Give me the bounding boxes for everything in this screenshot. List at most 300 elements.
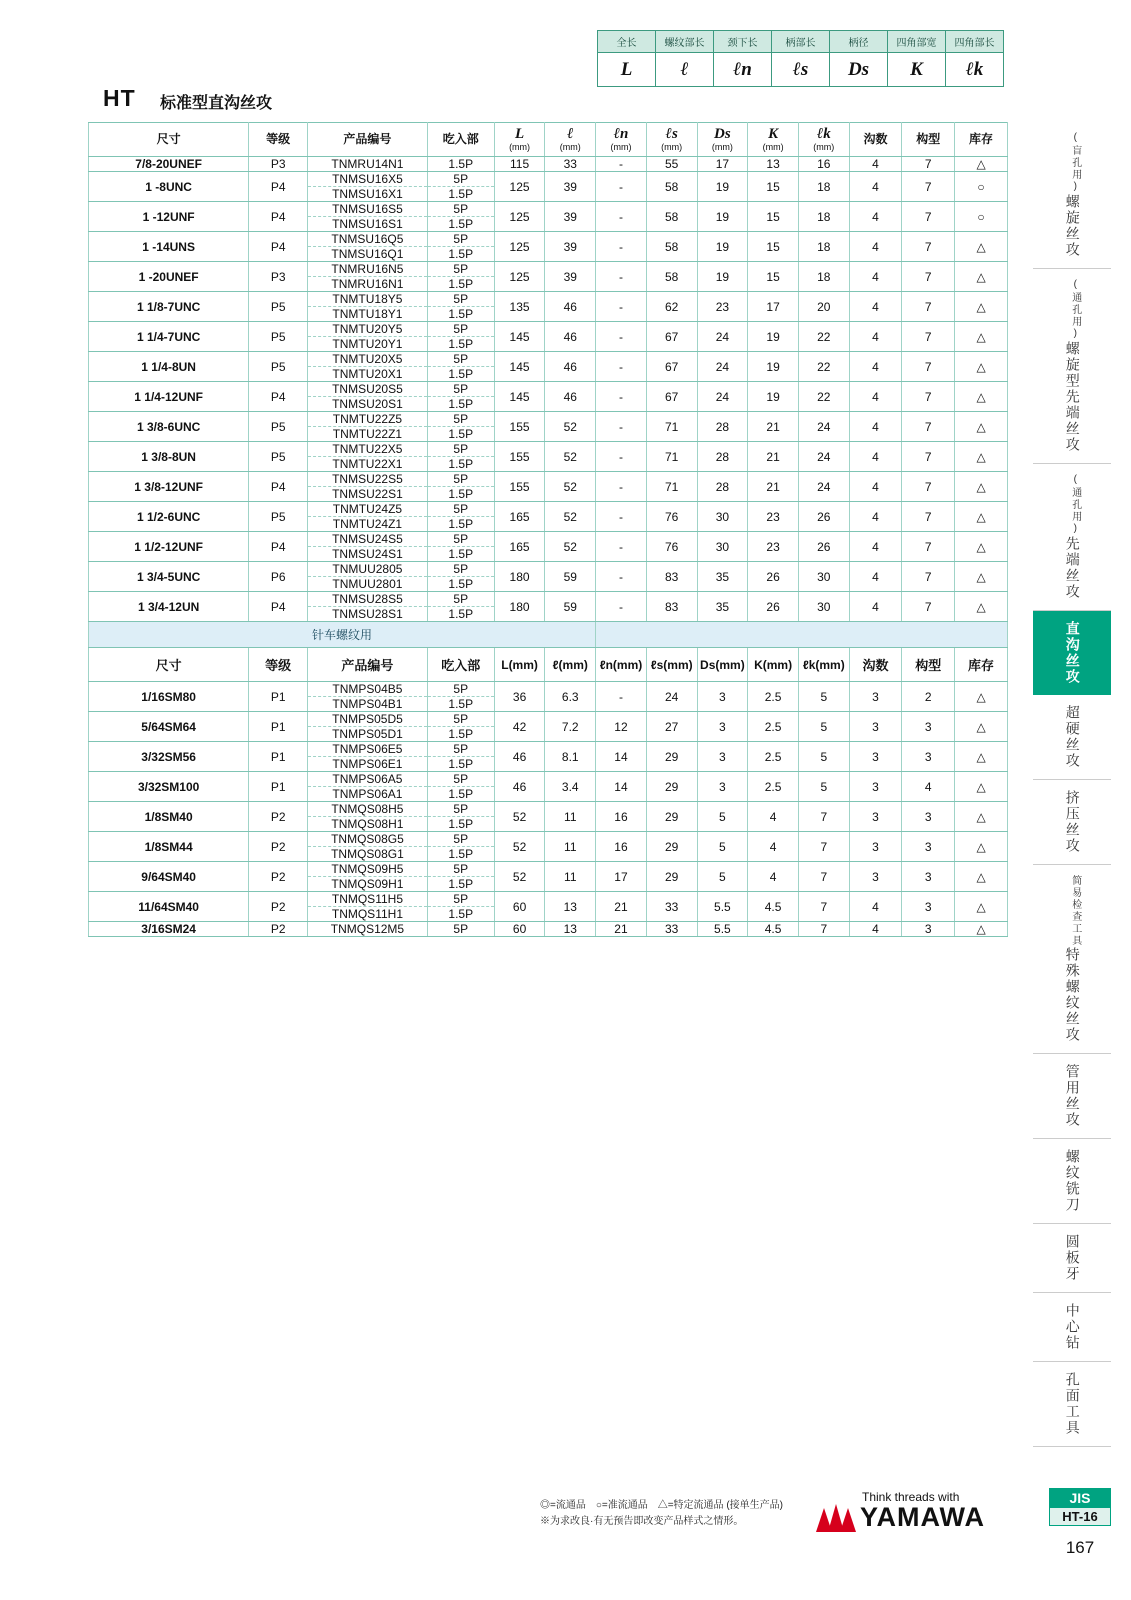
cell-grade: P2	[249, 892, 308, 922]
cell-type: 7	[902, 592, 955, 622]
cell-lk: 7	[798, 922, 849, 937]
cell-grade: P4	[249, 232, 308, 262]
cell-grooves: 4	[849, 172, 902, 202]
table-row	[89, 712, 1008, 727]
cell-Ds: 3	[697, 712, 748, 742]
page-title: 标准型直沟丝攻	[160, 95, 273, 112]
cell-product-code: TNMRU16N5	[308, 262, 428, 277]
cell-ls: 33	[646, 922, 697, 937]
cell-lk: 7	[798, 862, 849, 892]
cell-ln: -	[596, 592, 647, 622]
cell-grade: P3	[249, 262, 308, 292]
cell-product-code: TNMTU20Y5	[308, 322, 428, 337]
cell-K: 2.5	[748, 712, 799, 742]
cell-product-code: TNMQS08H5	[308, 802, 428, 817]
cell-grooves: 4	[849, 922, 902, 937]
cell-product-code: TNMSU16X1	[308, 187, 428, 202]
cell-chew: 1.5P	[427, 697, 494, 712]
cell-K: 23	[748, 502, 799, 532]
cell-ls: 67	[646, 352, 697, 382]
cell-L: 46	[494, 742, 545, 772]
cell-chew: 1.5P	[427, 427, 494, 442]
cell-K: 21	[748, 472, 799, 502]
cell-size: 3/16SM24	[89, 922, 249, 937]
cell-size: 7/8-20UNEF	[89, 157, 249, 172]
cell-K: 21	[748, 442, 799, 472]
cell-chew: 1.5P	[427, 247, 494, 262]
cell-L: 165	[494, 502, 545, 532]
cell-ls: 76	[646, 502, 697, 532]
cell-chew: 1.5P	[427, 607, 494, 622]
cell-ln: 16	[596, 832, 647, 862]
cell-Ds: 3	[697, 682, 748, 712]
cell-chew: 5P	[427, 562, 494, 577]
cell-chew: 1.5P	[427, 277, 494, 292]
cell-size: 3/32SM56	[89, 742, 249, 772]
cell-l: 13	[545, 922, 596, 937]
cell-ln: -	[596, 352, 647, 382]
cell-K: 2.5	[748, 742, 799, 772]
cell-stock: △	[955, 922, 1008, 937]
cell-chew: 5P	[427, 922, 494, 937]
cell-product-code: TNMPS05D1	[308, 727, 428, 742]
sidebar-tab-2[interactable]	[1033, 464, 1111, 611]
cell-l: 39	[545, 172, 596, 202]
tagline: Think threads with	[862, 1490, 960, 1504]
table-row	[89, 922, 1008, 937]
cell-grooves: 4	[849, 292, 902, 322]
th-type: 构型	[902, 123, 955, 157]
sidebar-tab-7[interactable]	[1033, 1054, 1111, 1139]
cell-size: 1 1/2-6UNC	[89, 502, 249, 532]
cell-l: 46	[545, 322, 596, 352]
cell-Ds: 19	[697, 202, 748, 232]
cell-K: 4	[748, 802, 799, 832]
cell-ln: 21	[596, 892, 647, 922]
sidebar-tab-sublabel: (通孔用)	[1069, 279, 1081, 341]
jis-code: HT-16	[1049, 1508, 1111, 1526]
cell-grooves: 4	[849, 442, 902, 472]
cell-l: 39	[545, 262, 596, 292]
cell-L: 145	[494, 382, 545, 412]
cell-K: 15	[748, 232, 799, 262]
cell-l: 46	[545, 382, 596, 412]
cell-stock: △	[955, 892, 1008, 922]
sidebar-tab-5[interactable]	[1033, 780, 1111, 865]
cell-chew: 1.5P	[427, 517, 494, 532]
cell-chew: 1.5P	[427, 577, 494, 592]
cell-ln: -	[596, 502, 647, 532]
th2-code: 产品编号	[308, 648, 428, 682]
cell-chew: 1.5P	[427, 397, 494, 412]
cell-stock: △	[955, 157, 1008, 172]
cell-grooves: 4	[849, 592, 902, 622]
cell-size: 1 -14UNS	[89, 232, 249, 262]
legend-header-2: 颈下长	[714, 31, 772, 53]
cell-grade: P6	[249, 562, 308, 592]
cell-Ds: 19	[697, 262, 748, 292]
product-code-title: HT	[103, 85, 136, 111]
legend-header-0: 全长	[598, 31, 656, 53]
cell-size: 1 1/2-12UNF	[89, 532, 249, 562]
table-row	[89, 232, 1008, 247]
cell-grooves: 3	[849, 742, 902, 772]
cell-L: 180	[494, 592, 545, 622]
cell-K: 17	[748, 292, 799, 322]
sidebar-tab-label: 管用丝攻	[1064, 1064, 1081, 1128]
cell-grooves: 4	[849, 202, 902, 232]
cell-grooves: 4	[849, 352, 902, 382]
cell-grooves: 4	[849, 157, 902, 172]
cell-K: 13	[748, 157, 799, 172]
cell-ls: 71	[646, 442, 697, 472]
jis-label: JIS	[1049, 1488, 1111, 1508]
cell-product-code: TNMSU24S5	[308, 532, 428, 547]
cell-K: 19	[748, 352, 799, 382]
cell-size: 1 1/4-12UNF	[89, 382, 249, 412]
cell-type: 7	[902, 352, 955, 382]
cell-ls: 58	[646, 172, 697, 202]
cell-L: 155	[494, 472, 545, 502]
cell-product-code: TNMTU18Y5	[308, 292, 428, 307]
cell-K: 19	[748, 322, 799, 352]
cell-ls: 27	[646, 712, 697, 742]
cell-grooves: 4	[849, 382, 902, 412]
cell-stock: △	[955, 262, 1008, 292]
cell-l: 59	[545, 592, 596, 622]
th2-lk: ℓk(mm)	[798, 648, 849, 682]
table-row	[89, 772, 1008, 787]
cell-product-code: TNMTU22X5	[308, 442, 428, 457]
cell-chew: 1.5P	[427, 907, 494, 922]
cell-grooves: 3	[849, 772, 902, 802]
cell-ls: 33	[646, 892, 697, 922]
cell-ln: -	[596, 412, 647, 442]
cell-L: 60	[494, 892, 545, 922]
cell-size: 1/8SM40	[89, 802, 249, 832]
cell-size: 1 1/4-7UNC	[89, 322, 249, 352]
table-row	[89, 892, 1008, 907]
cell-size: 1 -8UNC	[89, 172, 249, 202]
th-lk: ℓk (mm)	[798, 123, 849, 157]
cell-Ds: 24	[697, 322, 748, 352]
cell-lk: 22	[798, 382, 849, 412]
cell-lk: 7	[798, 832, 849, 862]
cell-grooves: 4	[849, 502, 902, 532]
cell-ls: 58	[646, 202, 697, 232]
cell-Ds: 5.5	[697, 922, 748, 937]
sidebar-tab-8[interactable]	[1033, 1139, 1111, 1224]
cell-stock: △	[955, 592, 1008, 622]
cell-stock: △	[955, 772, 1008, 802]
footer-note-2: ※为求改良·有无预告即改变产品样式之情形。	[540, 1516, 744, 1527]
sidebar-tab-label: 中心钻	[1064, 1303, 1081, 1351]
section-banner-label: 针车螺纹用	[89, 622, 596, 648]
cell-grade: P4	[249, 202, 308, 232]
cell-stock: △	[955, 502, 1008, 532]
legend-header-4: 柄径	[830, 31, 888, 53]
cell-type: 7	[902, 502, 955, 532]
th-size: 尺寸	[89, 123, 249, 157]
cell-product-code: TNMSU28S1	[308, 607, 428, 622]
cell-grooves: 4	[849, 322, 902, 352]
cell-size: 5/64SM64	[89, 712, 249, 742]
th2-L: L(mm)	[494, 648, 545, 682]
cell-type: 7	[902, 157, 955, 172]
sidebar-tab-sublabel: (盲孔用)	[1069, 132, 1081, 194]
cell-K: 15	[748, 202, 799, 232]
cell-ln: -	[596, 292, 647, 322]
cell-Ds: 5	[697, 802, 748, 832]
cell-ln: 12	[596, 712, 647, 742]
cell-stock: ○	[955, 202, 1008, 232]
cell-product-code: TNMSU24S1	[308, 547, 428, 562]
cell-grade: P4	[249, 472, 308, 502]
legend-symbol-2: ℓn	[714, 53, 772, 87]
cell-product-code: TNMRU16N1	[308, 277, 428, 292]
cell-grooves: 3	[849, 802, 902, 832]
cell-type: 3	[902, 712, 955, 742]
cell-stock: △	[955, 802, 1008, 832]
th2-l: ℓ(mm)	[545, 648, 596, 682]
cell-product-code: TNMTU20X1	[308, 367, 428, 382]
cell-stock: △	[955, 532, 1008, 562]
cell-product-code: TNMSU22S5	[308, 472, 428, 487]
cell-chew: 5P	[427, 442, 494, 457]
table-row	[89, 322, 1008, 337]
legend-header-5: 四角部宽	[888, 31, 946, 53]
cell-product-code: TNMPS04B1	[308, 697, 428, 712]
table-row	[89, 172, 1008, 187]
sidebar-tabs	[1033, 122, 1111, 1447]
footer-notes	[540, 1498, 783, 1530]
sidebar-tab-0[interactable]	[1033, 122, 1111, 269]
cell-ls: 67	[646, 322, 697, 352]
cell-grade: P1	[249, 682, 308, 712]
cell-product-code: TNMSU28S5	[308, 592, 428, 607]
cell-stock: △	[955, 832, 1008, 862]
cell-ls: 29	[646, 862, 697, 892]
th2-type: 构型	[902, 648, 955, 682]
cell-product-code: TNMTU20X5	[308, 352, 428, 367]
cell-type: 7	[902, 262, 955, 292]
cell-l: 11	[545, 802, 596, 832]
cell-type: 7	[902, 202, 955, 232]
cell-lk: 16	[798, 157, 849, 172]
cell-chew: 1.5P	[427, 307, 494, 322]
cell-chew: 5P	[427, 172, 494, 187]
cell-type: 3	[902, 892, 955, 922]
cell-type: 7	[902, 562, 955, 592]
cell-product-code: TNMSU16S1	[308, 217, 428, 232]
cell-grooves: 4	[849, 232, 902, 262]
cell-lk: 20	[798, 292, 849, 322]
cell-size: 9/64SM40	[89, 862, 249, 892]
cell-lk: 18	[798, 262, 849, 292]
cell-size: 1 3/8-8UN	[89, 442, 249, 472]
cell-chew: 5P	[427, 862, 494, 877]
cell-grade: P2	[249, 802, 308, 832]
table-row	[89, 382, 1008, 397]
cell-grade: P5	[249, 292, 308, 322]
cell-product-code: TNMQS11H5	[308, 892, 428, 907]
cell-L: 125	[494, 172, 545, 202]
cell-type: 3	[902, 802, 955, 832]
cell-product-code: TNMQS08G1	[308, 847, 428, 862]
cell-grooves: 4	[849, 262, 902, 292]
cell-ln: -	[596, 382, 647, 412]
cell-size: 1/16SM80	[89, 682, 249, 712]
table-row	[89, 442, 1008, 457]
cell-ln: -	[596, 202, 647, 232]
sidebar-tab-4[interactable]	[1033, 695, 1111, 780]
cell-lk: 18	[798, 172, 849, 202]
sidebar-tab-label: 螺旋丝攻	[1064, 194, 1081, 258]
cell-grade: P2	[249, 862, 308, 892]
cell-l: 11	[545, 832, 596, 862]
brand-name: YAMAWA	[860, 1502, 986, 1532]
cell-product-code: TNMSU22S1	[308, 487, 428, 502]
cell-product-code: TNMTU20Y1	[308, 337, 428, 352]
cell-chew: 1.5P	[427, 877, 494, 892]
cell-grade: P5	[249, 502, 308, 532]
th-code: 产品编号	[308, 123, 428, 157]
th-ls: ℓs (mm)	[646, 123, 697, 157]
cell-product-code: TNMSU20S5	[308, 382, 428, 397]
cell-product-code: TNMPS06E1	[308, 757, 428, 772]
cell-ln: -	[596, 322, 647, 352]
cell-stock: △	[955, 472, 1008, 502]
sidebar-tab-3[interactable]	[1033, 611, 1111, 695]
cell-product-code: TNMPS04B5	[308, 682, 428, 697]
sidebar-tab-9[interactable]	[1033, 1224, 1111, 1293]
cell-type: 4	[902, 772, 955, 802]
cell-ls: 29	[646, 802, 697, 832]
cell-grade: P1	[249, 742, 308, 772]
th-stock: 库存	[955, 123, 1008, 157]
cell-size: 1 3/4-12UN	[89, 592, 249, 622]
sidebar-tab-6[interactable]	[1033, 865, 1111, 1054]
cell-lk: 5	[798, 712, 849, 742]
cell-ln: 21	[596, 922, 647, 937]
cell-product-code: TNMTU22X1	[308, 457, 428, 472]
cell-K: 4.5	[748, 922, 799, 937]
cell-stock: ○	[955, 172, 1008, 202]
cell-type: 7	[902, 322, 955, 352]
cell-lk: 24	[798, 442, 849, 472]
cell-Ds: 30	[697, 532, 748, 562]
cell-chew: 5P	[427, 592, 494, 607]
cell-l: 39	[545, 202, 596, 232]
cell-product-code: TNMUU2805	[308, 562, 428, 577]
cell-chew: 1.5P	[427, 847, 494, 862]
cell-chew: 5P	[427, 472, 494, 487]
th2-Ds: Ds(mm)	[697, 648, 748, 682]
cell-lk: 5	[798, 742, 849, 772]
cell-stock: △	[955, 712, 1008, 742]
cell-lk: 26	[798, 532, 849, 562]
cell-chew: 5P	[427, 382, 494, 397]
cell-lk: 18	[798, 202, 849, 232]
cell-grooves: 4	[849, 562, 902, 592]
cell-ls: 24	[646, 682, 697, 712]
brand-logo	[812, 1490, 1012, 1540]
cell-product-code: TNMQS08G5	[308, 832, 428, 847]
cell-L: 46	[494, 772, 545, 802]
cell-size: 1 3/8-6UNC	[89, 412, 249, 442]
cell-l: 46	[545, 292, 596, 322]
cell-stock: △	[955, 292, 1008, 322]
cell-product-code: TNMTU22Z5	[308, 412, 428, 427]
cell-L: 36	[494, 682, 545, 712]
cell-K: 4	[748, 832, 799, 862]
sidebar-tab-1[interactable]	[1033, 269, 1111, 464]
cell-L: 155	[494, 412, 545, 442]
sidebar-tab-11[interactable]	[1033, 1362, 1111, 1447]
cell-ln: -	[596, 262, 647, 292]
cell-ln: -	[596, 682, 647, 712]
spec-table-head	[89, 123, 1008, 157]
cell-product-code: TNMTU22Z1	[308, 427, 428, 442]
cell-L: 155	[494, 442, 545, 472]
cell-chew: 1.5P	[427, 547, 494, 562]
cell-K: 26	[748, 592, 799, 622]
th-l: ℓ (mm)	[545, 123, 596, 157]
cell-ln: -	[596, 472, 647, 502]
cell-grooves: 4	[849, 892, 902, 922]
sidebar-tab-label: 圆板牙	[1064, 1234, 1081, 1282]
table-row	[89, 532, 1008, 547]
cell-ln: -	[596, 442, 647, 472]
th-grade: 等级	[249, 123, 308, 157]
cell-l: 3.4	[545, 772, 596, 802]
table-row	[89, 262, 1008, 277]
cell-L: 52	[494, 832, 545, 862]
th2-ls: ℓs(mm)	[646, 648, 697, 682]
cell-grade: P4	[249, 172, 308, 202]
sidebar-tab-label: 螺纹铣刀	[1064, 1149, 1081, 1213]
sidebar-tab-10[interactable]	[1033, 1293, 1111, 1362]
table-row	[89, 832, 1008, 847]
cell-ls: 55	[646, 157, 697, 172]
legend-symbol-3: ℓs	[772, 53, 830, 87]
cell-grade: P4	[249, 382, 308, 412]
cell-chew: 1.5P	[427, 217, 494, 232]
cell-ln: -	[596, 157, 647, 172]
cell-K: 26	[748, 562, 799, 592]
cell-ls: 71	[646, 412, 697, 442]
th2-ln: ℓn(mm)	[596, 648, 647, 682]
cell-chew: 5P	[427, 202, 494, 217]
cell-l: 52	[545, 532, 596, 562]
cell-type: 2	[902, 682, 955, 712]
jis-badge	[1049, 1488, 1111, 1526]
cell-ln: -	[596, 232, 647, 262]
legend-table	[597, 30, 1004, 87]
cell-ls: 71	[646, 472, 697, 502]
cell-type: 3	[902, 922, 955, 937]
cell-stock: △	[955, 412, 1008, 442]
cell-size: 1 1/8-7UNC	[89, 292, 249, 322]
cell-l: 13	[545, 892, 596, 922]
cell-l: 7.2	[545, 712, 596, 742]
cell-ls: 58	[646, 232, 697, 262]
cell-size: 1/8SM44	[89, 832, 249, 862]
table-row	[89, 592, 1008, 607]
cell-K: 21	[748, 412, 799, 442]
cell-product-code: TNMRU14N1	[308, 157, 428, 172]
cell-grooves: 4	[849, 532, 902, 562]
